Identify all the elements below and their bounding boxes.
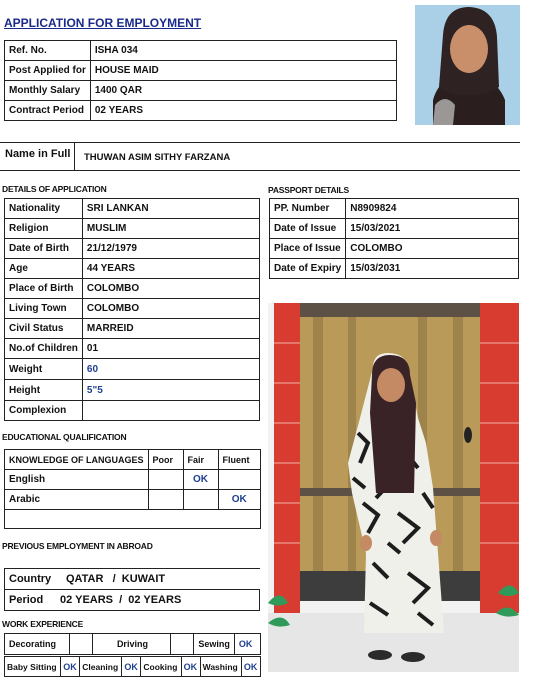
ref-no-label: Ref. No. xyxy=(5,41,91,61)
portrait-photo xyxy=(415,5,520,125)
table-row xyxy=(5,657,261,677)
weight-value: 60 xyxy=(82,359,259,380)
page-title: APPLICATION FOR EMPLOYMENT xyxy=(4,16,202,30)
table-row xyxy=(5,490,261,510)
height-value: 5"5 xyxy=(82,380,259,401)
cooking-label: Cooking xyxy=(141,657,181,677)
dob-value: 21/12/1979 xyxy=(82,239,259,259)
table-row xyxy=(5,339,260,359)
sewing-label: Sewing xyxy=(194,634,235,655)
previous-table xyxy=(4,568,260,611)
passport-heading: PASSPORT DETAILS xyxy=(268,185,350,195)
country-value: QATAR / KUWAIT xyxy=(65,573,166,585)
period-value: 02 YEARS / 02 YEARS xyxy=(60,594,182,606)
complexion-label: Complexion xyxy=(5,401,83,421)
birthplace-value: COLOMBO xyxy=(82,279,259,299)
table-row xyxy=(5,299,260,319)
portrait-image xyxy=(415,5,520,125)
fluent-header: Fluent xyxy=(218,450,261,470)
full-body-image xyxy=(268,303,519,672)
table-row xyxy=(5,450,261,470)
table-row xyxy=(5,41,397,61)
languages-table xyxy=(4,449,261,529)
baby-sitting-label: Baby Sitting xyxy=(5,657,61,677)
details-table xyxy=(4,198,260,421)
religion-label: Religion xyxy=(5,219,83,239)
salary-label: Monthly Salary xyxy=(5,81,91,101)
washing-label: Washing xyxy=(200,657,241,677)
table-row xyxy=(5,239,260,259)
table-row xyxy=(5,634,261,655)
age-value: 44 YEARS xyxy=(82,259,259,279)
contract-label: Contract Period xyxy=(5,101,91,121)
expiry-date-value: 15/03/2031 xyxy=(346,259,519,279)
english-fluent xyxy=(218,470,261,490)
table-row xyxy=(270,219,519,239)
fair-header: Fair xyxy=(183,450,218,470)
table-row xyxy=(270,199,519,219)
post-value: HOUSE MAID xyxy=(90,61,396,81)
english-poor xyxy=(148,470,183,490)
birthplace-label: Place of Birth xyxy=(5,279,83,299)
english-fair: OK xyxy=(183,470,218,490)
contract-value: 02 YEARS xyxy=(90,101,396,121)
post-label: Post Applied for xyxy=(5,61,91,81)
height-label: Height xyxy=(5,380,83,401)
nationality-label: Nationality xyxy=(5,199,83,219)
civil-status-value: MARREID xyxy=(82,319,259,339)
table-row xyxy=(5,279,260,299)
cleaning-label: Cleaning xyxy=(80,657,122,677)
work-table-row1 xyxy=(4,633,261,655)
table-row xyxy=(5,319,260,339)
table-row xyxy=(5,359,260,380)
work-table-row2 xyxy=(4,656,261,677)
passport-table xyxy=(269,198,519,279)
empty-row xyxy=(5,510,261,529)
table-row xyxy=(5,569,260,590)
cleaning-value: OK xyxy=(122,657,141,677)
children-label: No.of Children xyxy=(5,339,83,359)
work-heading: WORK EXPERIENCE xyxy=(2,619,84,629)
issue-date-value: 15/03/2021 xyxy=(346,219,519,239)
salary-value: 1400 QAR xyxy=(90,81,396,101)
table-row xyxy=(5,81,397,101)
table-row xyxy=(5,101,397,121)
table-row xyxy=(5,510,261,529)
complexion-value xyxy=(82,401,259,421)
table-row xyxy=(5,259,260,279)
table-row xyxy=(5,401,260,421)
cooking-value: OK xyxy=(181,657,200,677)
period-label: Period xyxy=(9,594,44,606)
decorating-label: Decorating xyxy=(5,634,70,655)
dob-label: Date of Birth xyxy=(5,239,83,259)
living-town-value: COLOMBO xyxy=(82,299,259,319)
washing-value: OK xyxy=(241,657,260,677)
ref-no-value: ISHA 034 xyxy=(90,41,396,61)
baby-sitting-value: OK xyxy=(61,657,80,677)
civil-status-label: Civil Status xyxy=(5,319,83,339)
table-row xyxy=(5,590,260,611)
previous-heading: PREVIOUS EMPLOYMENT IN ABROAD xyxy=(2,541,153,551)
arabic-fluent: OK xyxy=(218,490,261,510)
weight-label: Weight xyxy=(5,359,83,380)
table-row xyxy=(5,380,260,401)
table-row xyxy=(270,239,519,259)
poor-header: Poor xyxy=(148,450,183,470)
name-value: THUWAN ASIM SITHY FARZANA xyxy=(84,152,231,163)
arabic-label: Arabic xyxy=(5,490,149,510)
english-label: English xyxy=(5,470,149,490)
country-label: Country xyxy=(9,573,52,585)
education-heading: EDUCATIONAL QUALIFICATION xyxy=(2,432,127,442)
table-row xyxy=(5,219,260,239)
name-label: Name in Full xyxy=(5,148,71,160)
pp-number-label: PP. Number xyxy=(270,199,346,219)
table-row xyxy=(5,61,397,81)
table-row xyxy=(270,259,519,279)
period-cell xyxy=(5,590,260,611)
details-heading: DETAILS OF APPLICATION xyxy=(2,184,107,194)
country-cell xyxy=(5,569,260,590)
nationality-value: SRI LANKAN xyxy=(82,199,259,219)
table-row xyxy=(5,199,260,219)
decorating-value xyxy=(69,634,92,655)
religion-value: MUSLIM xyxy=(82,219,259,239)
sewing-value: OK xyxy=(234,634,260,655)
arabic-poor xyxy=(148,490,183,510)
table-row xyxy=(5,470,261,490)
full-body-photo xyxy=(268,303,519,672)
age-label: Age xyxy=(5,259,83,279)
living-town-label: Living Town xyxy=(5,299,83,319)
issue-place-value: COLOMBO xyxy=(346,239,519,259)
languages-header: KNOWLEDGE OF LANGUAGES xyxy=(5,450,149,470)
issue-date-label: Date of Issue xyxy=(270,219,346,239)
arabic-fair xyxy=(183,490,218,510)
driving-value xyxy=(171,634,194,655)
issue-place-label: Place of Issue xyxy=(270,239,346,259)
pp-number-value: N8909824 xyxy=(346,199,519,219)
job-info-table xyxy=(4,40,397,121)
driving-label: Driving xyxy=(92,634,170,655)
expiry-date-label: Date of Expiry xyxy=(270,259,346,279)
children-value: 01 xyxy=(82,339,259,359)
